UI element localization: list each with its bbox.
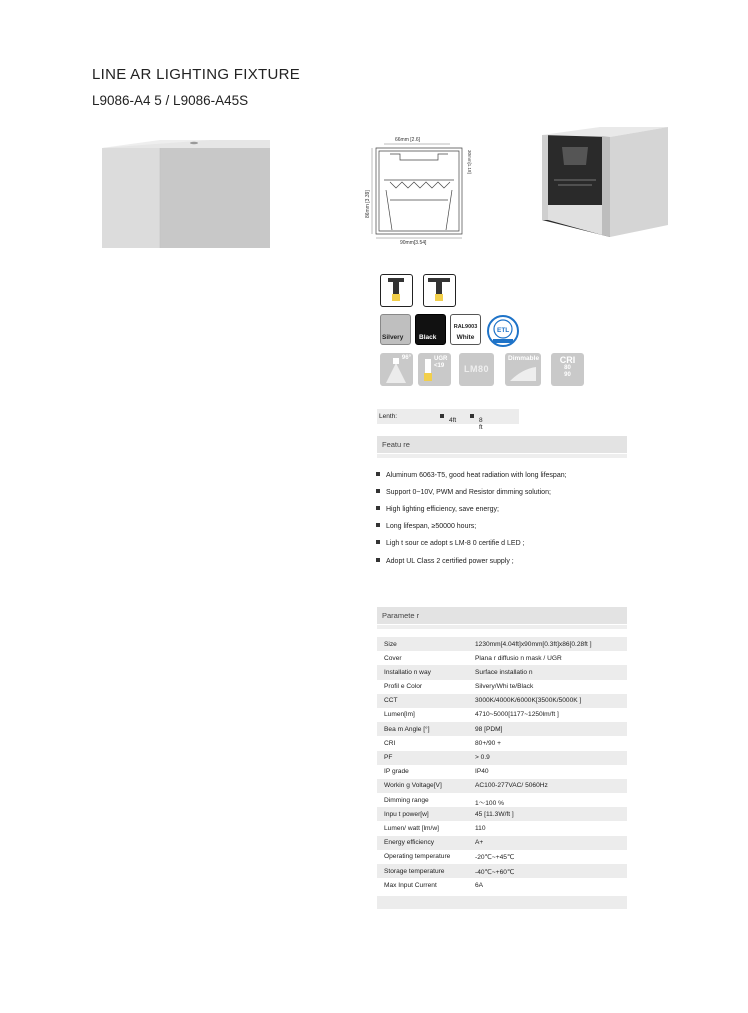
parameter-row <box>377 864 627 878</box>
length-selector <box>377 409 519 431</box>
parameter-value: Silvery/Whi te/Black <box>475 683 534 691</box>
dim-height-label: 86mm [3.39] <box>365 190 371 218</box>
parameter-row <box>377 850 627 864</box>
model-number: L9086-A4 5 / L9086-A45S <box>92 93 249 108</box>
document-title: LINE AR LIGHTING FIXTURE <box>92 66 301 83</box>
parameter-divider <box>377 625 627 629</box>
parameter-value: 6A <box>475 881 484 889</box>
feature-header <box>377 436 627 453</box>
color-white-swatch <box>450 314 481 345</box>
dim-side-label: 30mm[1.18] <box>467 150 472 174</box>
parameter-value: 1～100 % <box>475 799 504 807</box>
color-white-label: White <box>456 334 475 341</box>
parameter-key: Dimming range <box>384 796 429 804</box>
feature-item: Aluminum 6063-T5, good heat radiation with long lifespan; <box>376 472 567 479</box>
etl-cert-icon <box>486 314 520 348</box>
parameter-key: Lumen[lm] <box>384 711 415 719</box>
product-render-right <box>540 125 670 240</box>
parameter-value: 45 [11.3W/ft ] <box>475 810 514 818</box>
parameter-key: Profil e Color <box>384 683 423 691</box>
length-label: Lenth: <box>379 413 398 420</box>
length-option-4ft: 4ft <box>440 413 449 420</box>
parameter-table-footer <box>377 896 627 909</box>
direct-light-icon <box>380 274 413 307</box>
parameter-key: PF <box>384 754 393 761</box>
dimmable-label: Dimmable <box>508 355 540 362</box>
parameter-key: Max Input Current <box>384 881 437 889</box>
parameter-key: Cover <box>384 654 402 662</box>
parameter-value: 4710~5000[1177~1250lm/ft ] <box>475 711 559 719</box>
parameter-row <box>377 765 627 779</box>
parameter-row <box>377 793 627 807</box>
ugr-icon <box>418 353 451 386</box>
parameter-table <box>377 637 627 892</box>
parameter-row <box>377 878 627 892</box>
svg-text:ETL: ETL <box>497 327 510 334</box>
dimmable-icon <box>505 353 541 386</box>
track-light-icon <box>423 274 456 307</box>
feature-item: Support 0~10V, PWM and Resistor dimming solution; <box>376 489 551 496</box>
dim-bottom-label: 90mm[3.54] <box>400 240 427 245</box>
parameter-row <box>377 680 627 694</box>
lm80-icon <box>459 353 494 386</box>
parameter-row <box>377 651 627 665</box>
parameter-key: Workin g Voltage[V] <box>384 782 442 790</box>
parameter-row <box>377 751 627 765</box>
parameter-value: AC100-277VAC/ 5060Hz <box>475 782 548 790</box>
cri-label: CRI <box>559 355 576 365</box>
ral-label: RAL9003 <box>453 324 478 330</box>
parameter-row <box>377 836 627 850</box>
parameter-value: IP40 <box>475 768 489 776</box>
cri-values: 80 90 <box>564 365 571 378</box>
parameter-key: Installatio n way <box>384 668 431 676</box>
parameter-value: 110 <box>475 824 486 832</box>
parameter-key: CCT <box>384 697 398 705</box>
parameter-row <box>377 821 627 835</box>
parameter-heading: Paramete r <box>382 611 420 620</box>
parameter-key: Lumen/ watt [lm/w] <box>384 824 439 832</box>
color-black-swatch <box>415 314 446 345</box>
parameter-row <box>377 807 627 821</box>
parameter-value: 1230mm[4.04ft]x90mm[0.3ft]x86[0.28ft ] <box>475 640 592 648</box>
parameter-value: 3000K/4000K/6000K[3500K/5000K ] <box>475 697 582 705</box>
feature-item: Ligh t sour ce adopt s LM-8 0 certifie d LED ; <box>376 540 525 547</box>
parameter-value: 98 [PDM] <box>475 725 503 733</box>
profile-drawing <box>360 130 490 245</box>
feature-heading: Featu re <box>382 440 410 449</box>
parameter-row <box>377 665 627 679</box>
parameter-key: CRI <box>384 739 396 747</box>
beam-angle-value: 96° <box>401 355 411 361</box>
parameter-value: > 0.9 <box>475 754 490 761</box>
parameter-key: Energy efficiency <box>384 839 435 847</box>
dim-width-label: 66mm [2.6] <box>395 137 421 143</box>
cri-icon <box>551 353 584 386</box>
length-option-8ft: 8 ft <box>470 413 479 420</box>
feature-item: Long lifespan, ≥50000 hours; <box>376 523 476 530</box>
color-black-label: Black <box>419 334 437 341</box>
parameter-value: 80+/90 + <box>475 739 502 747</box>
parameter-row <box>377 722 627 736</box>
parameter-key: Storage temperature <box>384 867 445 875</box>
feature-item: Adopt UL Class 2 certified power supply ; <box>376 558 514 565</box>
ugr-value: UGR <19 <box>434 356 448 369</box>
feature-item: High lighting efficiency, save energy; <box>376 506 499 513</box>
parameter-row <box>377 637 627 651</box>
parameter-value: Plana r diffusio n mask / UGR <box>475 654 562 662</box>
lm80-label: LM80 <box>464 364 490 374</box>
product-render-left <box>100 138 272 250</box>
parameter-key: IP grade <box>384 768 409 776</box>
parameter-value: -40℃~+60℃ <box>475 868 515 876</box>
parameter-key: Operating temperature <box>384 853 451 861</box>
parameter-header <box>377 607 627 624</box>
color-silvery-swatch <box>380 314 411 345</box>
parameter-value: -20℃~+45℃ <box>475 854 515 862</box>
parameter-row <box>377 736 627 750</box>
parameter-row <box>377 708 627 722</box>
parameter-value: Surface installatio n <box>475 668 533 676</box>
parameter-key: Inpu t power[w] <box>384 810 429 818</box>
parameter-value: A+ <box>475 839 484 847</box>
parameter-key: Bea m Angle [°] <box>384 725 430 733</box>
beam-angle-icon <box>380 353 413 386</box>
parameter-key: Size <box>384 640 397 648</box>
parameter-row <box>377 694 627 708</box>
parameter-row <box>377 779 627 793</box>
feature-divider <box>377 454 627 458</box>
color-silvery-label: Silvery <box>382 334 404 341</box>
